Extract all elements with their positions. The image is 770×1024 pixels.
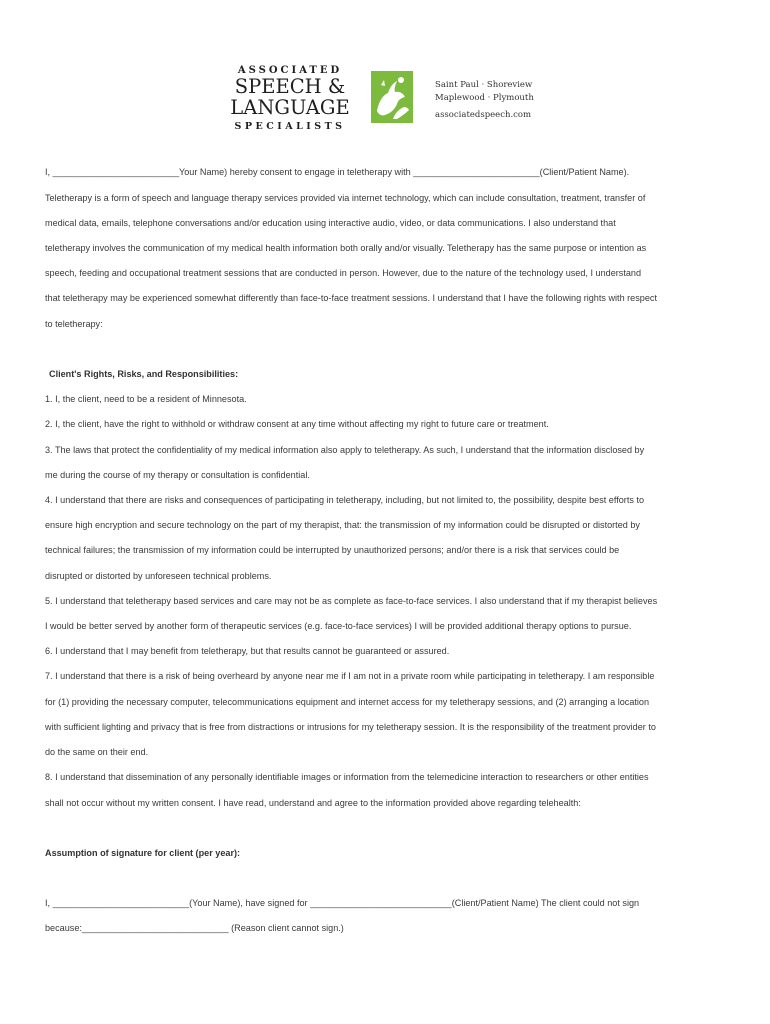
logo-word-associated: ASSOCIATED xyxy=(237,65,343,76)
assumption-heading: Assumption of signature for client (per year): xyxy=(45,848,241,858)
rights-line: technical failures; the transmission of my information could be interrupted by unauthorized persons; and/or there is a risk that services could be xyxy=(45,545,620,555)
intro-line: to teletherapy: xyxy=(45,319,103,329)
rights-line: I would be better served by another form of therapeutic services (e.g. face-to-face services) I will be provided additional therapy options to pursue. xyxy=(45,621,632,631)
rights-line: ensure high encryption and secure technology on the part of my therapist, that: the transmission of my information could be disrupted or distorted by xyxy=(45,520,640,530)
rights-line: disrupted or distorted by unforeseen technical problems. xyxy=(45,571,272,581)
logo-word-specialists: SPECIALISTS xyxy=(234,121,346,132)
logo-word-speech: SPEECH & xyxy=(234,75,346,98)
rights-line: with sufficient lighting and privacy that is free from distractions or intrusions for my teletherapy session. It is the responsibility of the treatment provider to xyxy=(45,722,656,732)
hands-silhouette-icon xyxy=(371,71,413,123)
rights-line: 3. The laws that protect the confidentiality of my medical information also apply to teletherapy. As such, I understand that the information disclosed by xyxy=(45,445,645,455)
logo-locations-line-2: Maplewood · Plymouth xyxy=(435,93,534,103)
rights-line: do the same on their end. xyxy=(45,747,149,757)
intro-line: medical data, emails, telephone conversations and/or education using interactive audio, video, or data communications. I also understand that xyxy=(45,218,616,228)
rights-line: 4. I understand that there are risks and consequences of participating in teletherapy, including, but not limited to, the possibility, despite best efforts to xyxy=(45,495,645,505)
rights-line: 8. I understand that dissemination of any personally identifiable images or information from the telemedicine interaction to researchers or other entities xyxy=(45,772,649,782)
assumption-line: I, ___________________________(Your Name), have signed for ____________________________(Client/Patient Name) The client could not sign xyxy=(45,898,640,908)
intro-line: Teletherapy is a form of speech and language therapy services provided via internet technology, which can include consultation, treatment, transfer of xyxy=(45,193,646,203)
assumption-line: because:_____________________________ (Reason client cannot sign.) xyxy=(45,923,344,933)
rights-line: me during the course of my therapy or consultation is confidential. xyxy=(45,470,310,480)
logo-locations-line-1: Saint Paul · Shoreview xyxy=(435,80,533,90)
intro-line: speech, feeding and occupational treatment sessions that are conducted in person. However, due to the nature of the technology used, I understand xyxy=(45,268,642,278)
logo-website: associatedspeech.com xyxy=(435,110,532,120)
rights-line: 6. I understand that I may benefit from teletherapy, but that results cannot be guaranteed or assured. xyxy=(45,646,450,656)
company-logo xyxy=(225,62,545,138)
rights-line: 2. I, the client, have the right to withhold or withdraw consent at any time without affecting my right to future care or treatment. xyxy=(45,419,549,429)
rights-line: for (1) providing the necessary computer, telecommunications equipment and internet access for my teletherapy sessions, and (2) arranging a location xyxy=(45,697,650,707)
rights-line: shall not occur without my written consent. I have read, understand and agree to the information provided above regarding telehealth: xyxy=(45,798,581,808)
intro-line: that teletherapy may be experienced somewhat differently than face-to-face treatment sessions. I understand that I have the following rights with respect xyxy=(45,293,657,303)
rights-line: 1. I, the client, need to be a resident of Minnesota. xyxy=(45,394,247,404)
consent-statement: I, _________________________Your Name) hereby consent to engage in teletherapy with _________________________(Client/Patient Name). xyxy=(45,167,630,177)
rights-line: 7. I understand that there is a risk of being overheard by anyone near me if I am not in a private room while participating in teletherapy. I am responsible xyxy=(45,671,655,681)
logo-word-language: LANGUAGE xyxy=(230,96,350,119)
rights-heading: Client's Rights, Risks, and Responsibilities: xyxy=(49,369,239,379)
rights-line: 5. I understand that teletherapy based services and care may not be as complete as face-to-face services. I also understand that if my therapist believes xyxy=(45,596,658,606)
intro-line: teletherapy involves the communication of my medical health information both orally and/or visually. Teletherapy has the same purpose or intention as xyxy=(45,243,647,253)
